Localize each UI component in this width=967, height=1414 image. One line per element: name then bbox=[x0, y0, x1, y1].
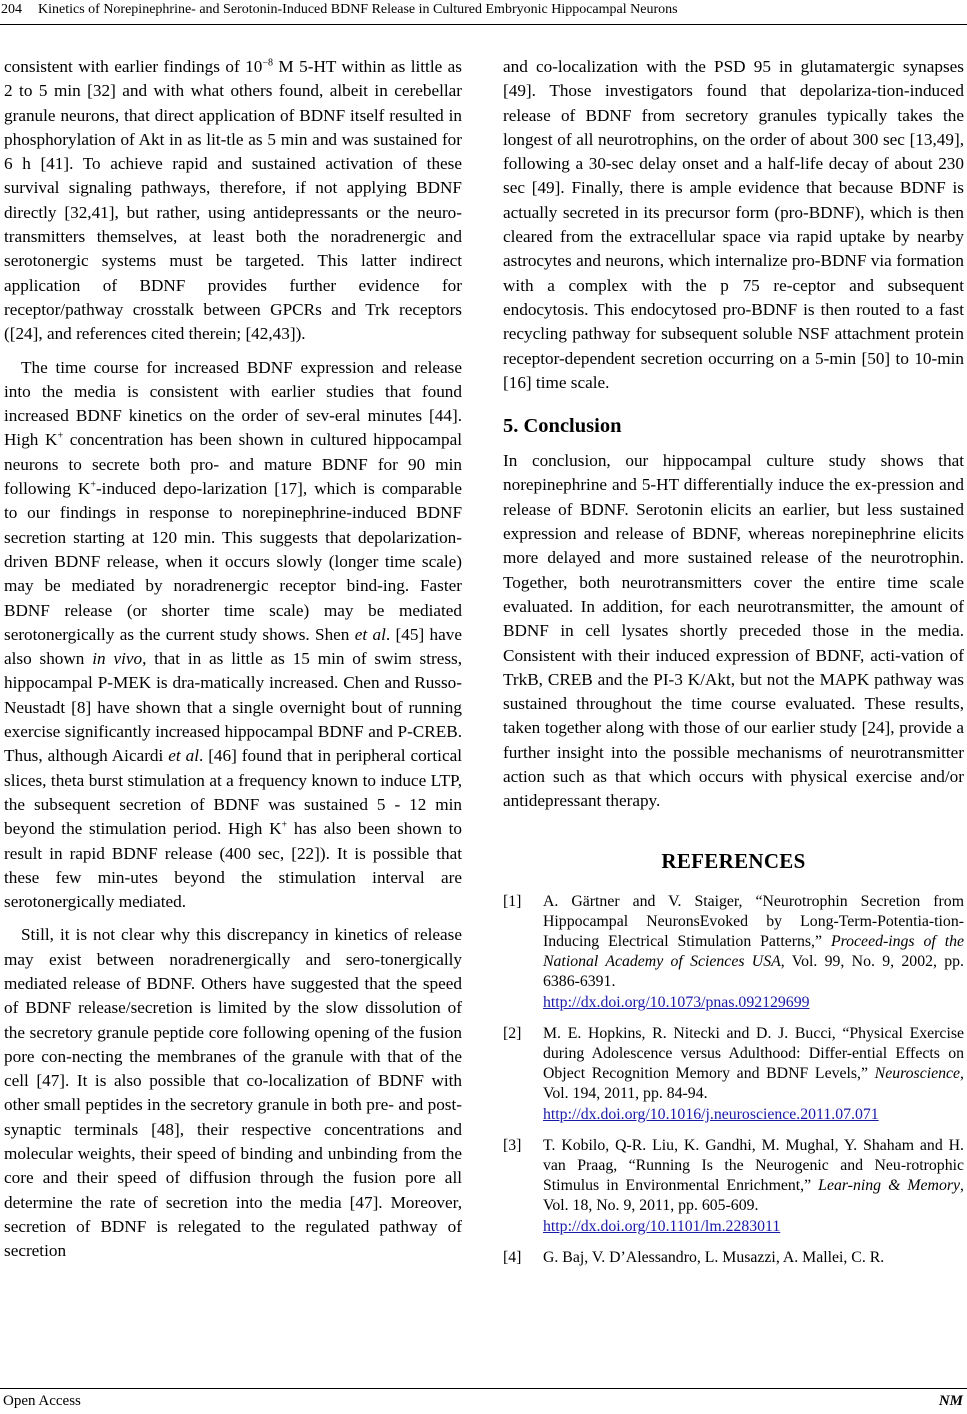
reference-number: [1] bbox=[503, 892, 522, 910]
reference-text: G. Baj, V. D’Alessandro, L. Musazzi, A. Mallei, C. R. bbox=[543, 1248, 885, 1266]
reference-item bbox=[503, 1248, 964, 1268]
text-run: consistent with earlier findings of 10 bbox=[4, 57, 263, 76]
reference-link[interactable]: http://dx.doi.org/10.1101/lm.2283011 bbox=[543, 1217, 781, 1235]
reference-text: M. E. Hopkins, R. Nitecki and D. J. Bucci, “Physical Exercise during Adolescence versus Adulthood: Differ-ential Effects on Object Recognition Memory and BDNF Levels,” bbox=[543, 1024, 964, 1083]
journal-abbreviation: NM bbox=[938, 1393, 963, 1409]
text-run: has also been shown to result in rapid BDNF release (400 sec, [22]). It is possible that these few min-utes beyond the stimulation interval are serotonergically mediated. bbox=[4, 819, 462, 912]
text-run: concentration has been shown in cultured hippocampal neurons to secrete both pro- and mature BDNF for 90 min following K bbox=[4, 430, 462, 499]
page-footer bbox=[0, 1388, 967, 1412]
page-number: 204 bbox=[1, 2, 22, 17]
right-column bbox=[503, 55, 964, 1279]
text-run: -induced depo-larization [17], which is comparable to our findings in response to norepinephrine-induced BDNF secretion starting at 120 min. This suggests that depolarization-driven BDNF release, when it occurs slowly (longer time scale) may be mediated by noradrenergic receptor bind-ing. Faster BDNF release (or shorter time scale) may be mediated serotonergically as the current study shows. Shen bbox=[4, 479, 462, 644]
running-header bbox=[0, 0, 967, 26]
superscript: + bbox=[281, 819, 288, 831]
footer-rule bbox=[0, 1388, 967, 1389]
reference-number: [3] bbox=[503, 1136, 522, 1154]
header-rule bbox=[0, 24, 967, 25]
reference-number: [4] bbox=[503, 1248, 522, 1266]
paragraph: and co-localization with the PSD 95 in glutamatergic synapses [49]. Those investigators found that depolariza-tion-induced release of BDNF from secretory granules typically takes the longest of all neurotrophins, on the order of about 300 sec [13,49], following a 30-sec delay onset and a half-life decay of about 230 sec [49]. Finally, there is ample evidence that because BDNF is actually secreted in its precursor form (pro-BDNF), which is then cleared from the extracellular space via rapid uptake by nearby astrocytes and neurons, which internalize pro-BDNF via formation with a complex with the p 75 re-ceptor and subsequent endocytosis. This endocytosed pro-BDNF is then routed to a fast recycling pathway for subsequent soluble NSF attachment protein receptor-dependent secretion occurring on a 5-min [50] to 10-min [16] time scale. bbox=[503, 57, 964, 392]
reference-journal: Proceed-ings of the National Academy of Sciences USA bbox=[543, 933, 965, 971]
paragraph bbox=[4, 55, 462, 347]
reference-number: [2] bbox=[503, 1024, 522, 1042]
superscript: + bbox=[57, 430, 64, 442]
reference-item bbox=[503, 1136, 964, 1237]
italic-text: et al bbox=[354, 624, 386, 644]
paragraph: In conclusion, our hippocampal culture study shows that norepinephrine and 5-HT differentially induce the ex-pression and release of BDNF. Serotonin elicits an earlier, but less sustained expression and release of BDNF, whereas norepinephrine elicits more delayed and more sustained release of the neurotrophin. Together, both neurotransmitters cover the entire time scale evaluated. In addition, for each neurotransmitter, the amount of BDNF in cell lysates shortly preceded those in the media. Consistent with their induced expression of BDNF, acti-vation of TrkB, CREB and the PI-3 K/Akt, but not the MAPK pathway was sustained throughout the time course evaluated. These results, taken together along with those of our earlier study [24], provide a further insight into the possible mechanisms of neurotransmitter action such as that which occurs with physical exercise and/or antidepressant therapy. bbox=[503, 451, 964, 811]
reference-text: , Vol. 194, 2011, pp. 84-94. bbox=[543, 1065, 964, 1103]
reference-text: T. Kobilo, Q-R. Liu, K. Gandhi, M. Mughal, Y. Shaham and H. van Praag, “Running Is the Neurogenic and Neu-rotrophic Stimulus in Environmental Enrichment,” bbox=[543, 1136, 964, 1195]
paragraph bbox=[4, 356, 462, 915]
references-heading: REFERENCES bbox=[661, 848, 806, 873]
reference-link[interactable]: http://dx.doi.org/10.1073/pnas.092129699 bbox=[543, 993, 810, 1011]
italic-text: in vivo bbox=[92, 649, 143, 669]
reference-journal: Neuroscience bbox=[874, 1065, 961, 1083]
text-run: . [45] have also shown bbox=[4, 624, 462, 669]
text-run: , that in as little as 15 min of swim stress, hippocampal P-MEK is dra-matically increased. Chen and Russo-Neustadt [8] have shown that a single overnight bout of running exercise significantly increased hippocampal BDNF and P-CREB. Thus, although Aicardi bbox=[4, 649, 463, 766]
superscript: −8 bbox=[262, 57, 273, 69]
italic-text: et al bbox=[168, 746, 199, 766]
text-run: The time course for increased BDNF expression and release into the media is consistent with earlier studies that found increased BDNF kinetics on the order of sev-eral minutes [44]. High K bbox=[4, 357, 462, 450]
paragraph: Still, it is not clear why this discrepancy in kinetics of release may exist between noradrenergically and sero-tonergically mediated release of BDNF. Others have suggested that the speed of BDNF release/secretion is limited by the slow dissolution of the secretory granule peptide core following opening of the fusion pore con-necting the membranes of the granule with that of the cell [47]. It is also possible that co-localization of BDNF with other small peptides in the secretory granule in both pre- and post-synaptic terminals [48], their respective concentrations and molecular weights, their speed of binding and unbinding from the core and their speed of diffusion through the fusion pore all determine the rate of secretion into the media [47]. Moreover, secretion of BDNF is relegated to the regulated pathway of secretion bbox=[4, 925, 462, 1261]
reference-item bbox=[503, 892, 964, 1013]
text-run: M 5-HT within as little as 2 to 5 min [32] and with what others found, albeit in cerebellar granule neurons, that direct application of BDNF itself resulted in phosphorylation of Akt in as lit-tle as 5 min and was sustained for 6 h [41]. To achieve rapid and sustained activation of these survival signaling pathways, therefore, if not applying BDNF directly [32,41], but rather, using antidepressants or the neuro-transmitters themselves, at least both the noradrenergic and serotonergic systems must be targeted. This latter indirect application of BDNF provides further evidence for receptor/pathway crosstalk between GPCRs and Trk receptors ([24], and references cited therein; [42,43]). bbox=[4, 57, 462, 344]
reference-text: A. Gärtner and V. Staiger, “Neurotrophin Secretion from Hippocampal NeuronsEvoked by Long-Term-Potentia-tion-Inducing Electrical Stimulation Patterns,” bbox=[543, 892, 964, 951]
superscript: + bbox=[90, 479, 96, 491]
running-title: Kinetics of Norepinephrine- and Serotonin-Induced BDNF Release in Cultured Embryonic Hippocampal Neurons bbox=[38, 2, 678, 17]
reference-journal: Lear-ning & Memory bbox=[818, 1177, 961, 1195]
left-column bbox=[4, 55, 462, 1264]
open-access-label: Open Access bbox=[3, 1393, 81, 1409]
reference-text: , Vol. 99, No. 9, 2002, pp. 6386-6391. bbox=[543, 953, 964, 991]
reference-link[interactable]: http://dx.doi.org/10.1016/j.neuroscience.2011.07.071 bbox=[543, 1105, 879, 1123]
section-heading: 5. Conclusion bbox=[503, 415, 622, 438]
text-run: . [46] found that in peripheral cortical slices, theta burst stimulation at a frequency known to induce LTP, the subsequent secretion of BDNF was sustained 5 - 12 min beyond the stimulation period. High K bbox=[4, 746, 462, 839]
reference-text: , Vol. 18, No. 9, 2011, pp. 605-609. bbox=[543, 1177, 964, 1215]
reference-item bbox=[503, 1024, 964, 1125]
